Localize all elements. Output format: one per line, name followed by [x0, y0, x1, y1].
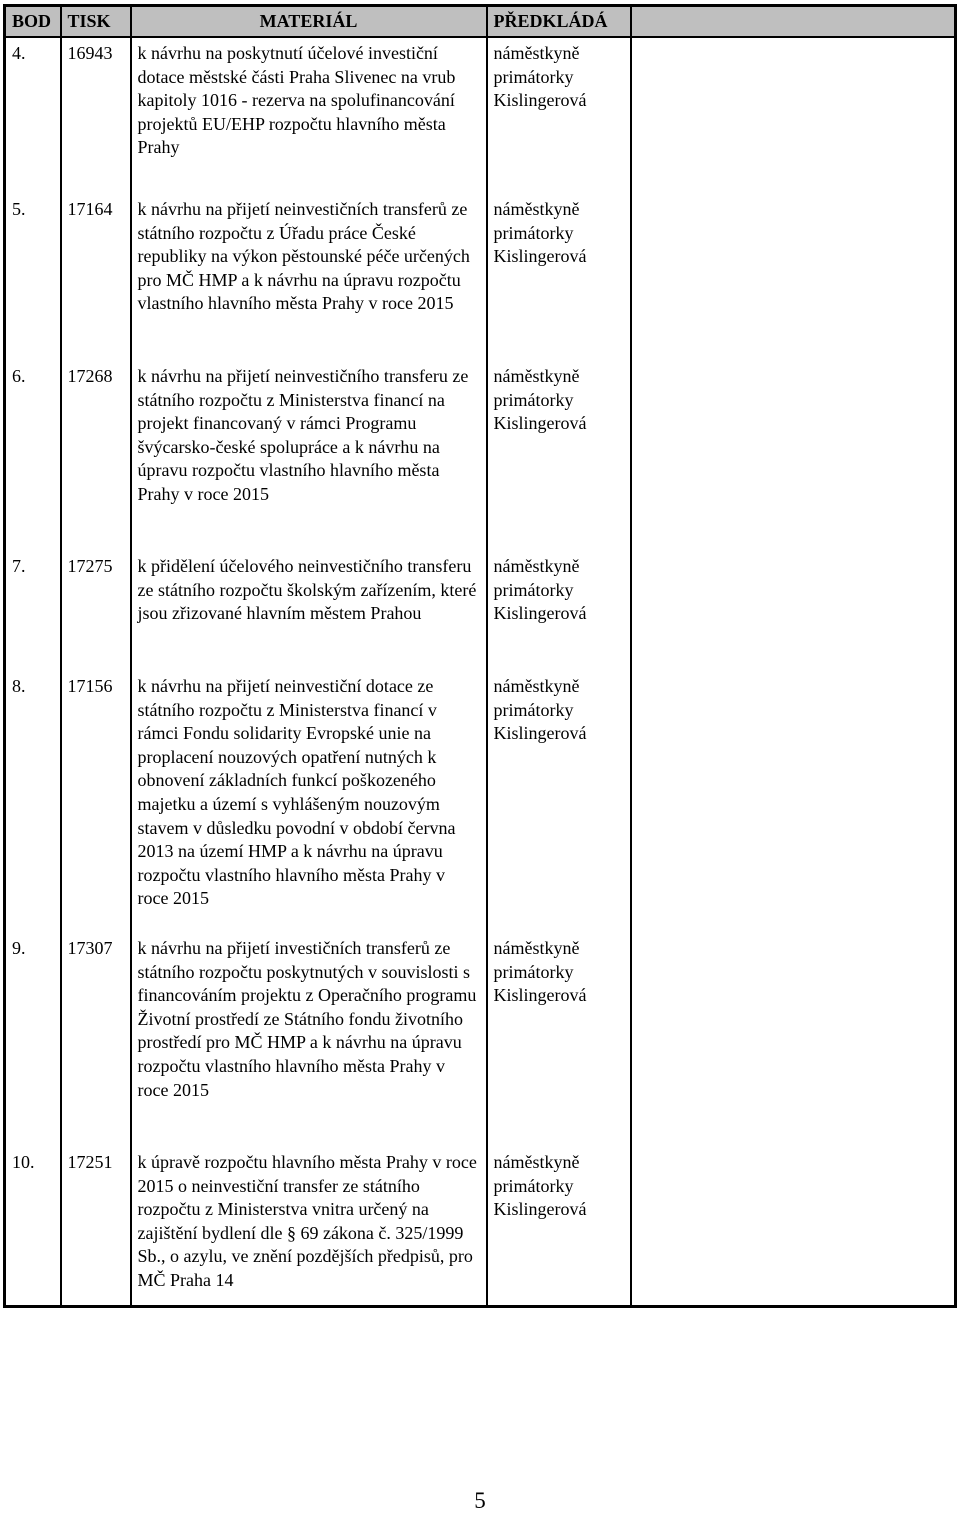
- cell-bod: 5.: [5, 194, 61, 361]
- cell-bod: 4.: [5, 37, 61, 194]
- table-row: [5, 194, 956, 361]
- cell-material: k návrhu na přijetí neinvestiční dotace ze státního rozpočtu z Ministerstva financí v rámci Fondu solidarity Evropské unie na proplacení nouzových opatření nutných k obnovení základních funkcí poškozeného majetku a území s vyhlášeným nouzovým stavem v důsledku povodní v období června 2013 na území HMP a k návrhu na úpravu rozpočtu vlastního hlavního města Prahy v roce 2015: [131, 671, 487, 933]
- cell-material: k úpravě rozpočtu hlavního města Prahy v roce 2015 o neinvestiční transfer ze státního rozpočtu z Ministerstva vnitra určený na zajištění bydlení dle § 69 zákona č. 325/1999 Sb., o azylu, ve znění pozdějších předpisů, pro MČ Praha 14: [131, 1147, 487, 1307]
- header-row: [5, 6, 956, 38]
- agenda-table: [3, 4, 957, 1308]
- cell-tisk: 16943: [61, 37, 131, 194]
- cell-material: k návrhu na poskytnutí účelové investiční dotace městské části Praha Slivenec na vrub kapitoly 1016 - rezerva na spolufinancování projektů EU/EHP rozpočtu hlavního města Prahy: [131, 37, 487, 194]
- cell-bod: 7.: [5, 551, 61, 671]
- cell-tisk: 17164: [61, 194, 131, 361]
- table-row: [5, 551, 956, 671]
- cell-empty: [631, 551, 956, 671]
- cell-empty: [631, 1147, 956, 1307]
- cell-predklada: náměstkyně primátorky Kislingerová: [487, 1147, 631, 1307]
- cell-material: k návrhu na přijetí investičních transferů ze státního rozpočtu poskytnutých v souvislosti s financováním projektu z Operačního programu Životní prostředí ze Státního fondu životního prostředí pro MČ HMP a k návrhu na úpravu rozpočtu vlastního hlavního města Prahy v roce 2015: [131, 933, 487, 1147]
- cell-material: k návrhu na přijetí neinvestičních transferů ze státního rozpočtu z Úřadu práce České republiky na výkon pěstounské péče určených pro MČ HMP a k návrhu na úpravu rozpočtu vlastního hlavního města Prahy v roce 2015: [131, 194, 487, 361]
- table-row: [5, 1147, 956, 1307]
- header-predklada: PŘEDKLÁDÁ: [487, 6, 631, 38]
- header-empty: [631, 6, 956, 38]
- cell-bod: 8.: [5, 671, 61, 933]
- cell-predklada: náměstkyně primátorky Kislingerová: [487, 933, 631, 1147]
- cell-predklada: náměstkyně primátorky Kislingerová: [487, 361, 631, 551]
- cell-material: k přidělení účelového neinvestičního transferu ze státního rozpočtu školským zařízením, které jsou zřizované hlavním městem Prahou: [131, 551, 487, 671]
- cell-predklada: náměstkyně primátorky Kislingerová: [487, 37, 631, 194]
- cell-empty: [631, 933, 956, 1147]
- table-body: [5, 37, 956, 1307]
- cell-tisk: 17275: [61, 551, 131, 671]
- cell-tisk: 17251: [61, 1147, 131, 1307]
- cell-bod: 6.: [5, 361, 61, 551]
- header-material: MATERIÁL: [131, 6, 487, 38]
- cell-empty: [631, 194, 956, 361]
- table-row: [5, 361, 956, 551]
- table-row: [5, 671, 956, 933]
- cell-tisk: 17307: [61, 933, 131, 1147]
- table-row: [5, 933, 956, 1147]
- cell-empty: [631, 361, 956, 551]
- cell-empty: [631, 37, 956, 194]
- header-bod: BOD: [5, 6, 61, 38]
- cell-predklada: náměstkyně primátorky Kislingerová: [487, 551, 631, 671]
- cell-empty: [631, 671, 956, 933]
- cell-bod: 10.: [5, 1147, 61, 1307]
- header-tisk: TISK: [61, 6, 131, 38]
- cell-predklada: náměstkyně primátorky Kislingerová: [487, 671, 631, 933]
- cell-tisk: 17156: [61, 671, 131, 933]
- table-row: [5, 37, 956, 194]
- cell-tisk: 17268: [61, 361, 131, 551]
- cell-predklada: náměstkyně primátorky Kislingerová: [487, 194, 631, 361]
- cell-material: k návrhu na přijetí neinvestičního transferu ze státního rozpočtu z Ministerstva financí na projekt financovaný v rámci Programu švýcarsko-české spolupráce a k návrhu na úpravu rozpočtu vlastního hlavního města Prahy v roce 2015: [131, 361, 487, 551]
- page-number: 5: [474, 1488, 486, 1513]
- cell-bod: 9.: [5, 933, 61, 1147]
